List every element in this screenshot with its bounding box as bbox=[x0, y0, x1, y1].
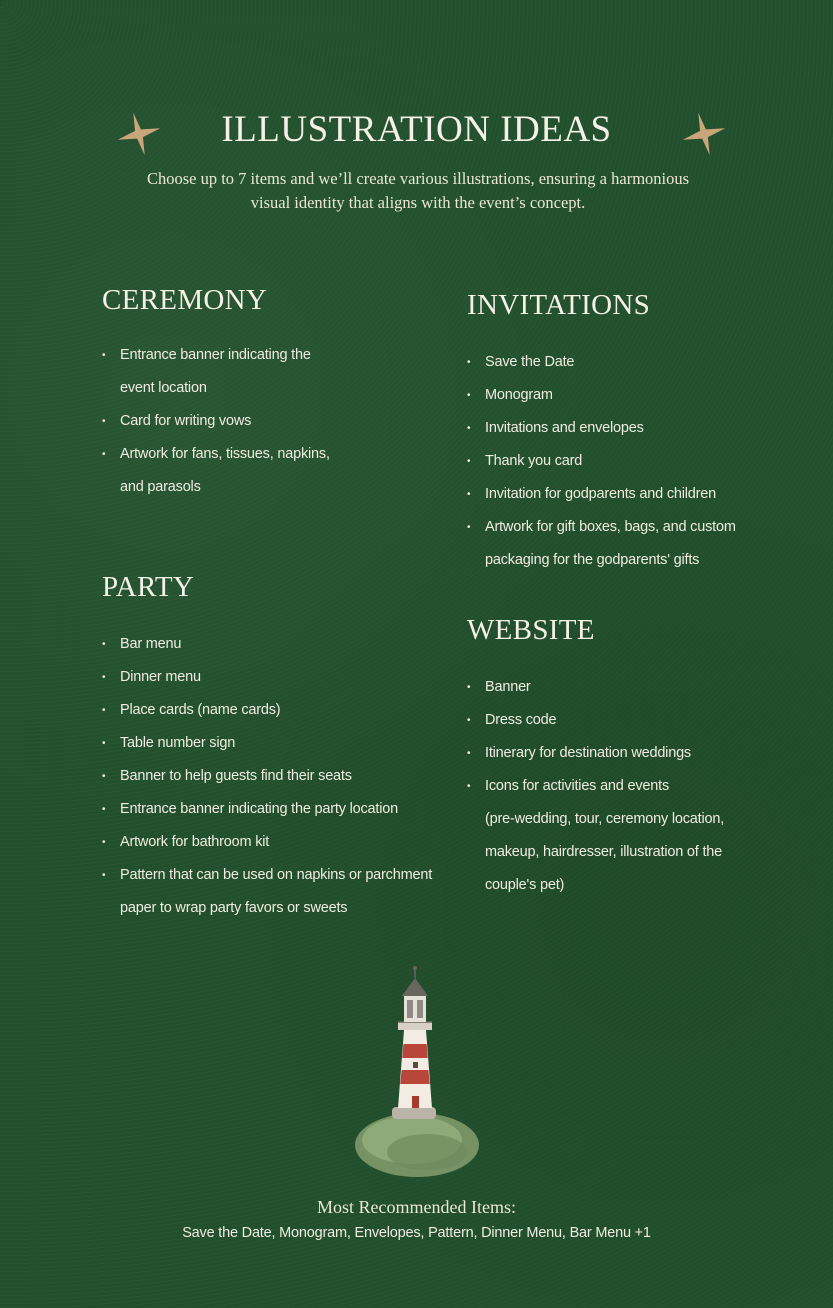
ceremony-list bbox=[102, 339, 342, 504]
list-item: • Table number sign bbox=[102, 727, 442, 760]
website-heading: WEBSITE bbox=[467, 614, 595, 646]
list-item: • Artwork for bathroom kit bbox=[102, 826, 442, 859]
list-item: • Save the Date bbox=[467, 346, 747, 379]
list-item: makeup, hairdresser, illustration of the bbox=[485, 844, 723, 860]
invitations-section bbox=[467, 289, 747, 577]
page-title: ILLUSTRATION IDEAS bbox=[221, 109, 612, 150]
ceremony-heading: CEREMONY bbox=[102, 284, 268, 316]
invitations-list bbox=[467, 346, 747, 577]
list-item: • Icons for activities and events bbox=[467, 770, 737, 803]
list-item: • Invitation for godparents and children bbox=[467, 478, 747, 511]
list-item: • Place cards (name cards) bbox=[102, 694, 442, 727]
list-item: • Banner to help guests find their seats bbox=[102, 760, 442, 793]
list-item: • Monogram bbox=[467, 379, 747, 412]
page-subtitle: Choose up to 7 items and we’ll create various illustrations, ensuring a harmonious visual identity that aligns with the event’s concept. bbox=[146, 169, 690, 212]
recommended-title: Most Recommended Items: bbox=[317, 1197, 516, 1217]
list-item: (pre-wedding, tour, ceremony location, bbox=[485, 811, 725, 827]
list-item: • Pattern that can be used on napkins or parchment bbox=[102, 859, 442, 892]
list-item: couple's pet) bbox=[485, 877, 565, 893]
list-item: • Card for writing vows bbox=[102, 405, 342, 438]
list-item: • Invitations and envelopes bbox=[467, 412, 747, 445]
list-item: • Banner bbox=[467, 671, 737, 704]
website-section bbox=[467, 614, 737, 902]
list-item: • Dress code bbox=[467, 704, 737, 737]
recommended-items: Save the Date, Monogram, Envelopes, Pattern, Dinner Menu, Bar Menu +1 bbox=[182, 1225, 651, 1241]
list-item: paper to wrap party favors or sweets bbox=[120, 900, 348, 916]
party-list bbox=[102, 628, 442, 925]
website-list bbox=[467, 671, 737, 902]
list-item: • Bar menu bbox=[102, 628, 442, 661]
lighthouse-icon bbox=[352, 962, 482, 1182]
list-item: • Itinerary for destination weddings bbox=[467, 737, 737, 770]
list-item: packaging for the godparents' gifts bbox=[485, 552, 700, 568]
list-item: • Entrance banner indicating the bbox=[102, 339, 342, 372]
party-section bbox=[102, 571, 442, 925]
list-item: • Thank you card bbox=[467, 445, 747, 478]
list-item: • Dinner menu bbox=[102, 661, 442, 694]
list-item: • Artwork for gift boxes, bags, and custom bbox=[467, 511, 747, 544]
list-item: event location bbox=[120, 380, 207, 396]
ceremony-section bbox=[102, 284, 342, 504]
list-item: • Entrance banner indicating the party location bbox=[102, 793, 442, 826]
party-heading: PARTY bbox=[102, 571, 195, 603]
list-item: and parasols bbox=[120, 479, 201, 495]
invitations-heading: INVITATIONS bbox=[467, 289, 651, 321]
list-item: • Artwork for fans, tissues, napkins, bbox=[102, 438, 342, 471]
